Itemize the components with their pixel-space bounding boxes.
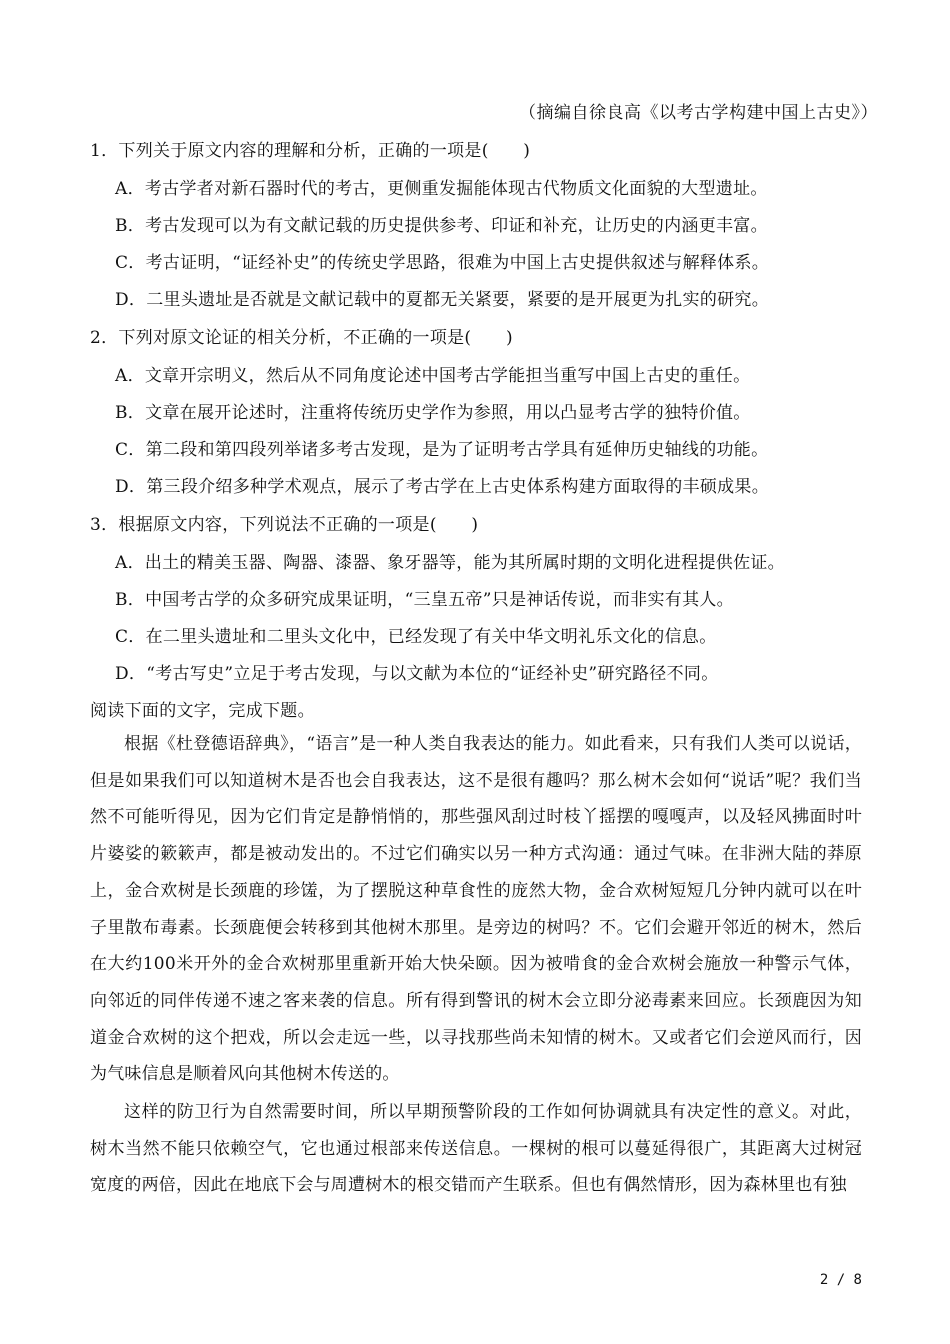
question-1-option-a: A．考古学者对新石器时代的考古，更侧重发掘能体现古代物质文化面貌的大型遗址。 <box>115 179 768 199</box>
reading-instruction: 阅读下面的文字，完成下题。 <box>90 701 315 721</box>
question-3-option-c: C．在二里头遗址和二里头文化中，已经发现了有关中华文明礼乐文化的信息。 <box>115 627 717 647</box>
passage-paragraph-1: 根据《杜登德语辞典》，“语言”是一种人类自我表达的能力。如此看来，只有我们人类可以说话，但是如果我们可以知道树木是否也会自我表达，这不是很有趣吗？那么树木会如何“说话”呢？我们当然不可能听得见，因为它们肯定是静悄悄的，那些强风刮过时枝丫摇摆的嘎嘎声，以及轻风拂面时叶片婆娑的簌簌声，都是被动发出的。不过它们确实以另一种方式沟通：通过气味。在非洲大陆的莽原上，金合欢树是长颈鹿的珍馐，为了摆脱这种草食性的庞然大物，金合欢树短短几分钟内就可以在叶子里散布毒素。长颈鹿便会转移到其他树木那里。是旁边的树吗？不。它们会避开邻近的树木，然后在大约100米开外的金合欢树那里重新开始大快朵颐。因为被啃食的金合欢树会施放一种警示气体，向邻近的同伴传递不速之客来袭的信息。所有得到警讯的树木会立即分泌毒素来回应。长颈鹿因为知道金合欢树的这个把戏，所以会走远一些，以寻找那些尚未知情的树木。又或者它们会逆风而行，因为气味信息是顺着风向其他树木传送的。 <box>90 734 862 1085</box>
question-3-option-b: B．中国考古学的众多研究成果证明，“三皇五帝”只是神话传说，而非实有其人。 <box>115 590 734 610</box>
source-citation: （摘编自徐良高《以考古学构建中国上古史》） <box>519 103 878 123</box>
question-1-option-c: C．考古证明，“证经补史”的传统史学思路，很难为中国上古史提供叙述与解释体系。 <box>115 253 770 273</box>
question-2-option-d: D．第三段介绍多种学术观点，展示了考古学在上古史体系构建方面取得的丰硕成果。 <box>115 477 770 497</box>
question-1-option-d: D．二里头遗址是否就是文献记载中的夏都无关紧要，紧要的是开展更为扎实的研究。 <box>115 290 770 310</box>
question-2-option-a: A．文章开宗明义，然后从不同角度论述中国考古学能担当重写中国上古史的重任。 <box>115 366 751 386</box>
question-1-stem: 1．下列关于原文内容的理解和分析，正确的一项是( ) <box>90 141 531 161</box>
question-2-option-c: C．第二段和第四段列举诸多考古发现，是为了证明考古学具有延伸历史轴线的功能。 <box>115 440 769 460</box>
question-3-option-d: D．“考古写史”立足于考古发现，与以文献为本位的“证经补史”研究路径不同。 <box>115 664 719 684</box>
passage-paragraph-2: 这样的防卫行为自然需要时间，所以早期预警阶段的工作如何协调就具有决定性的意义。对此，树木当然不能只依赖空气，它也通过根部来传送信息。一棵树的根可以蔓延得很广，其距离大过树冠宽度的两倍，因此在地底下会与周遭树木的根交错而产生联系。但也有偶然情形，因为森林里也有独 <box>90 1102 862 1196</box>
question-2-option-b: B．文章在展开论述时，注重将传统历史学作为参照，用以凸显考古学的独特价值。 <box>115 403 751 423</box>
question-1-option-b: B．考古发现可以为有文献记载的历史提供参考、印证和补充，让历史的内涵更丰富。 <box>115 216 768 236</box>
question-2-stem: 2．下列对原文论证的相关分析，不正确的一项是( ) <box>90 328 513 348</box>
page-number: 2 / 8 <box>819 1272 862 1288</box>
question-3-stem: 3．根据原文内容，下列说法不正确的一项是( ) <box>90 515 479 535</box>
question-3-option-a: A．出土的精美玉器、陶器、漆器、象牙器等，能为其所属时期的文明化进程提供佐证。 <box>115 553 785 573</box>
